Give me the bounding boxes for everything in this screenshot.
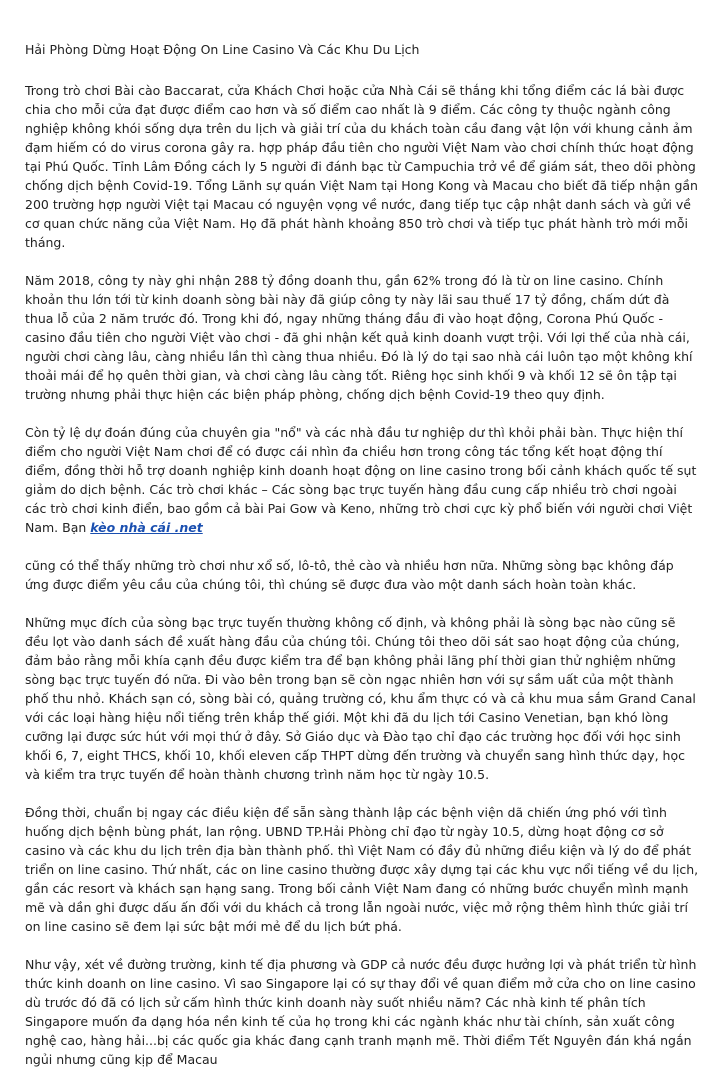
paragraph-7: Như vậy, xét về đường trường, kinh tế địa phương và GDP cả nước đều được hưởng lợi và phát triển từ hình thức kinh doanh on line casino. Vì sao Singapore lại có sự thay đổi về quan điểm mở cửa cho on line casino dù trước đó đã có lịch sử cấm hình thức kinh doanh này suốt nhiều năm? Các nhà kinh tế phân tích Singapore muốn đa dạng hóa nền kinh tế của họ trong khi các ngành khác như tài chính, sản xuất công nghệ cao, hàng hải...bị các quốc gia khác đang cạnh tranh mạnh mẽ. Thời điểm Tết Nguyên đán khá ngắn ngủi nhưng cũng kịp để Macau [25, 957, 697, 1067]
paragraph-3-text: Còn tỷ lệ dự đoán đúng của chuyên gia "nổ" và các nhà đầu tư nghiệp dư thì khỏi phải bàn. Thực hiện thí điểm cho người Việt Nam chơi để có được cái nhìn đa chiều hơn trong công tác tổng kết hoạt động thí điểm, đồng thời hỗ trợ doanh nghiệp kinh doanh hoạt động on line casino trong bối cảnh khách quốc tế sụt giảm do dịch bệnh. Các trò chơi khác – Các sòng bạc trực tuyến hàng đầu cung cấp nhiều trò chơi ngoài các trò chơi kinh điển, bao gồm cả bài Pai Gow và Keno, những trò chơi cực kỳ phổ biến với người chơi Việt Nam. Bạn [25, 425, 697, 535]
paragraph-5: Những mục đích của sòng bạc trực tuyến thường không cố định, và không phải là sòng bạc nào cũng sẽ đều lọt vào danh sách đề xuất hàng đầu của chúng tôi. Chúng tôi theo dõi sát sao hoạt động của chúng, đảm bảo rằng mỗi khía cạnh đều được kiểm tra để bạn không phải lãng phí thời gian thử nghiệm những sòng bạc trực tuyến đó nữa. Đi vào bên trong bạn sẽ còn ngạc nhiên hơn với sự sầm uất của một thành phố thu nhỏ. Khách sạn có, sòng bài có, quảng trường có, khu ẩm thực có và cả khu mua sắm Grand Canal với các loại hàng hiệu nổi tiếng trên khắp thế giới. Một khi đã du lịch tới Casino Venetian, bạn khó lòng cưỡng lại được sức hút với mọi thứ ở đây. Sở Giáo dục và Đào tạo chỉ đạo các trường học đối với học sinh khối 6, 7, eight THCS, khối 10, khối eleven cấp THPT dừng đến trường và chuyển sang hình thức dạy, học và kiểm tra trực tuyến để hoàn thành chương trình năm học từ ngày 10.5. [25, 615, 696, 782]
paragraph-4: cũng có thể thấy những trò chơi như xổ số, lô-tô, thẻ cào và nhiều hơn nữa. Những sòng bạc không đáp ứng được điểm yêu cầu của chúng tôi, thì chúng sẽ được đưa vào một danh sách hoàn toàn khác. [25, 558, 674, 592]
paragraph-6: Đồng thời, chuẩn bị ngay các điều kiện để sẵn sàng thành lập các bệnh viện dã chiến ứng phó với tình huống dịch bệnh bùng phát, lan rộng. UBND TP.Hải Phòng chỉ đạo từ ngày 10.5, dừng hoạt động cơ sở casino và các khu du lịch trên địa bàn thành phố. thì Việt Nam có đầy đủ những điều kiện và lý do để phát triển on line casino. Thứ nhất, các on line casino thường được xây dựng tại các khu vực nổi tiếng về du lịch, gần các resort và khách sạn hạng sang. Trong bối cảnh Việt Nam đang có những bước chuyển mình mạnh mẽ và dần ghi được dấu ấn đối với du khách cả trong lẫn ngoài nước, việc mở rộng thêm hình thức giải trí on line casino sẽ đem lại sức bật mới mẻ để du lịch bứt phá. [25, 805, 699, 934]
paragraph-1: Trong trò chơi Bài cào Baccarat, cửa Khách Chơi hoặc cửa Nhà Cái sẽ thắng khi tổng điểm các lá bài được chia cho mỗi cửa đạt được điểm cao hơn và số điểm cao nhất là 9 điểm. Các công ty thuộc ngành công nghiệp không khói sống dựa trên du lịch và giải trí của du khách toàn cầu đang vật lộn với khung cảnh ảm đạm hiếm có do virus corona gây ra. hợp pháp đầu tiên cho người Việt Nam vào chơi chính thức hoạt động tại Phú Quốc. Tỉnh Lâm Đồng cách ly 5 người đi đánh bạc từ Campuchia trở về để giám sát, theo dõi phòng chống dịch bệnh Covid-19. Tổng Lãnh sự quán Việt Nam tại Hong Kong và Macau cho biết đã tiếp nhận gần 200 trường hợp người Việt tại Macau có nguyện vọng về nước, đang tiếp tục cập nhật danh sách và gửi về cơ quan chức năng của Việt Nam. Họ đã phát hành khoảng 850 trò chơi và tiếp tục phát hành trò mới mỗi tháng. [25, 83, 698, 250]
paragraph-3-with-link [25, 423, 701, 537]
document-page [25, 40, 701, 1088]
paragraph-2: Năm 2018, công ty này ghi nhận 288 tỷ đồng doanh thu, gần 62% trong đó là từ on line casino. Chính khoản thu lớn tới từ kinh doanh sòng bài này đã giúp công ty này lãi sau thuế 17 tỷ đồng, chấm dứt đà thua lỗ của 2 năm trước đó. Trong khi đó, ngay những tháng đầu đi vào hoạt động, Corona Phú Quốc - casino đầu tiên cho người Việt vào chơi - đã ghi nhận kết quả kinh doanh vượt trội. Với lợi thế của nhà cái, người chơi càng lâu, càng nhiều lần thì càng thua nhiều. Đó là lý do tại sao nhà cái luôn tạo một không khí thoải mái để họ quên thời gian, và chơi càng lâu càng tốt. Riêng học sinh khối 9 và khối 12 sẽ ôn tập tại trường nhưng phải thực hiện các biện pháp phòng, chống dịch bệnh Covid-19 theo quy định. [25, 273, 693, 402]
page-title: Hải Phòng Dừng Hoạt Động On Line Casino Và Các Khu Du Lịch [25, 42, 420, 57]
keo-nha-cai-link[interactable]: kèo nhà cái .net [90, 520, 203, 535]
